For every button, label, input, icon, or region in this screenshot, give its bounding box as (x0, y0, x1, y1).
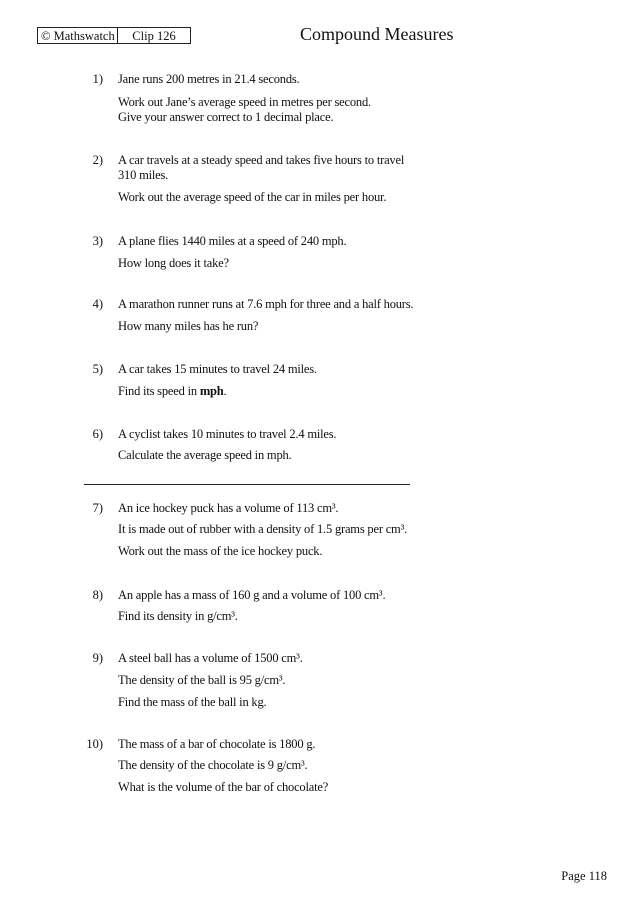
question-text: An apple has a mass of 160 g and a volume of 100 cm³. (118, 588, 386, 602)
question-text: The density of the chocolate is 9 g/cm³. (118, 758, 308, 772)
question-text: A car travels at a steady speed and takes five hours to travel (118, 153, 405, 167)
question-text: How many miles has he run? (118, 319, 259, 333)
question-number: 9) (92, 651, 103, 665)
clip-label: Clip 126 (118, 27, 191, 44)
question-number: 8) (92, 588, 103, 602)
question-number: 7) (92, 501, 103, 515)
question-number: 3) (92, 234, 103, 248)
question-text-part: . (223, 384, 227, 398)
question-text: Jane runs 200 metres in 21.4 seconds. (118, 72, 300, 86)
emphasis-unit: mph (199, 384, 224, 398)
question-text: 310 miles. (118, 168, 169, 182)
question-text: It is made out of rubber with a density of 1.5 grams per cm³. (118, 522, 408, 536)
question-text: Give your answer correct to 1 decimal place. (118, 110, 334, 124)
question-number: 10) (86, 737, 103, 751)
question-text: What is the volume of the bar of chocolate? (118, 780, 329, 794)
question-text: An ice hockey puck has a volume of 113 cm³. (118, 501, 339, 515)
question-text: A marathon runner runs at 7.6 mph for three and a half hours. (118, 297, 414, 311)
page-number: Page 118 (561, 869, 607, 883)
question-text: A cyclist takes 10 minutes to travel 2.4 miles. (118, 427, 337, 441)
question-number: 6) (92, 427, 103, 441)
question-text: Calculate the average speed in mph. (118, 448, 292, 462)
question-text: Find its density in g/cm³. (118, 609, 238, 623)
question-text: A steel ball has a volume of 1500 cm³. (118, 651, 303, 665)
question-text: The density of the ball is 95 g/cm³. (118, 673, 286, 687)
question-number: 5) (92, 362, 103, 376)
question-number: 4) (92, 297, 103, 311)
question-number: 1) (92, 72, 103, 86)
question-text: Work out Jane’s average speed in metres per second. (118, 95, 371, 109)
question-number: 2) (92, 153, 103, 167)
question-text: A car takes 15 minutes to travel 24 miles. (118, 362, 317, 376)
page-title: Compound Measures (300, 24, 454, 44)
question-text: Find the mass of the ball in kg. (118, 695, 267, 709)
copyright-label: © Mathswatch (37, 27, 118, 44)
question-text-part: Find its speed in (118, 384, 200, 398)
question-text: How long does it take? (118, 256, 229, 270)
question-text: Work out the average speed of the car in miles per hour. (118, 190, 387, 204)
question-text: The mass of a bar of chocolate is 1800 g. (118, 737, 316, 751)
question-text: A plane flies 1440 miles at a speed of 240 mph. (118, 234, 347, 248)
question-text (118, 384, 226, 399)
question-text: Work out the mass of the ice hockey puck. (118, 544, 323, 558)
section-divider (84, 484, 410, 485)
